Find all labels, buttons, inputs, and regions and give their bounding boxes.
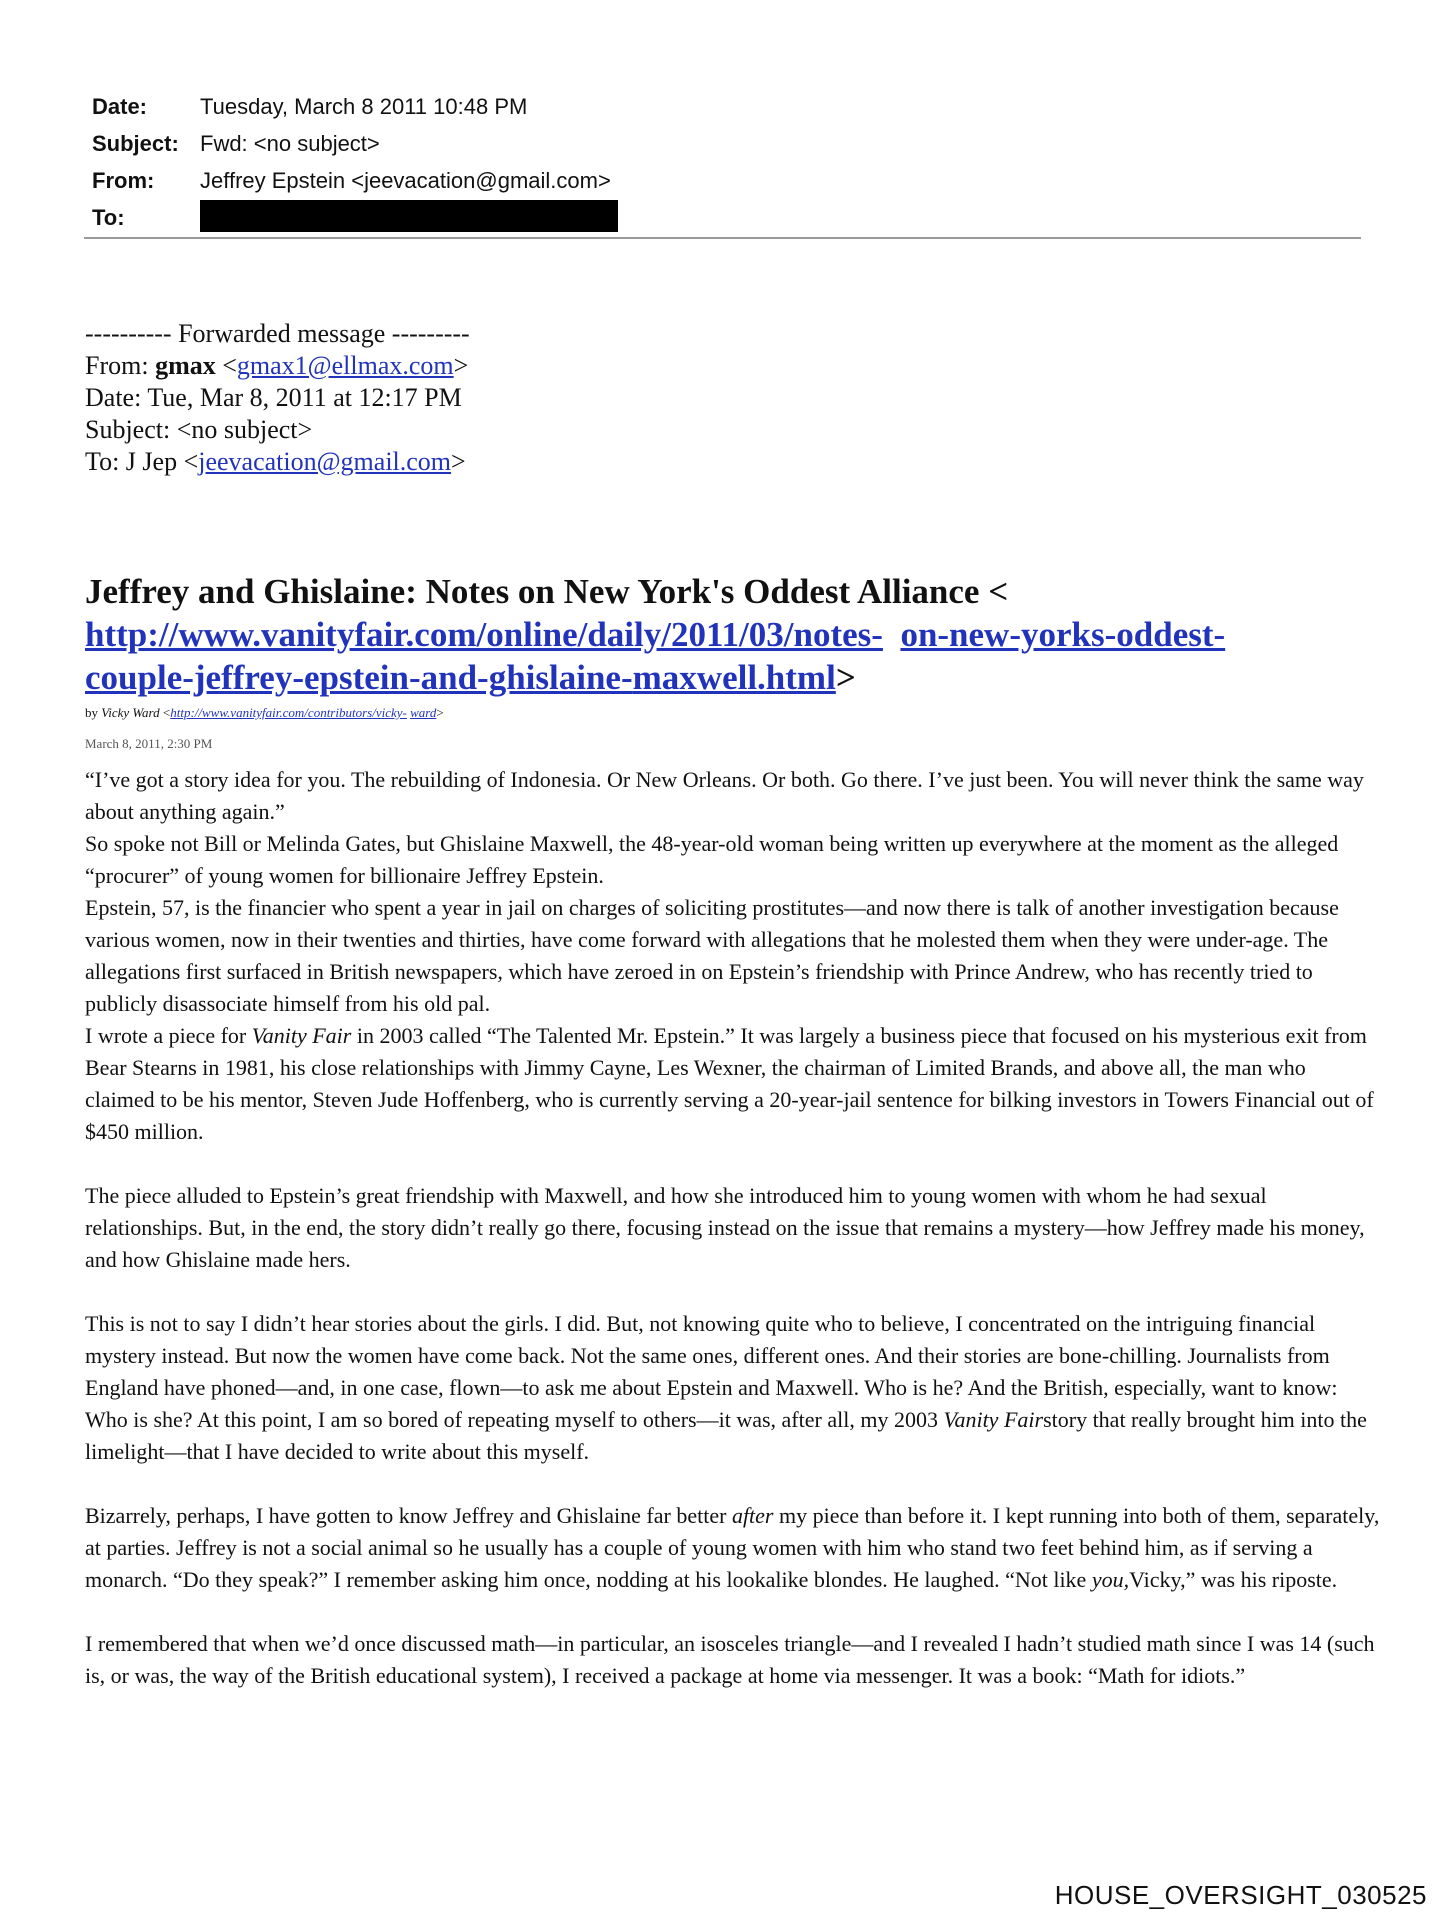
paragraph-2: So spoke not Bill or Melinda Gates, but Ghislaine Maxwell, the 48-year-old woman being written up everywhere at the moment as the alleged “procurer” of young women for billionaire Jeffrey Epstein. [85,831,1339,888]
paragraph-5: The piece alluded to Epstein’s great friendship with Maxwell, and how she introduced him to young women with whom he had sexual relationships. But, in the end, the story didn’t really go there, focusing instead on the issue that remains a mystery—how Jeffrey made his money, and how Ghislaine made hers. [85,1183,1365,1272]
email-header [92,88,618,236]
byline: by Vicky Ward <http://www.vanityfair.com/contributors/vicky- ward> [85,705,444,720]
from-row [92,162,618,199]
forwarded-to: To: J Jep <jeevacation@gmail.com> [85,447,466,476]
from-label: From: [92,167,155,193]
article-dateline: March 8, 2011, 2:30 PM [85,736,213,751]
forwarded-from-name: gmax [155,351,216,380]
paragraph-1: “I’ve got a story idea for you. The rebuilding of Indonesia. Or New Orleans. Or both. Go there. I’ve just been. You will never think the same way about anything again.” [85,767,1364,824]
subject-value: Fwd: <no subject> [200,130,380,156]
article-body [85,764,1380,1692]
paragraph-4: I wrote a piece for Vanity Fair in 2003 called “The Talented Mr. Epstein.” It was largely a business piece that focused on his mysterious exit from Bear Stearns in 1981, his close relationships with Jimmy Cayne, Les Wexner, the chairman of Limited Brands, and above all, the man who claimed to be his mentor, Steven Jude Hoffenberg, who is currently serving a 20-year-jail sentence for bilking investors in Towers Financial out of $450 million. [85,1023,1374,1144]
author-url-link-2[interactable]: ward [410,705,437,720]
article-url-link-4[interactable]: maxwell.html [632,658,836,697]
to-label: To: [92,204,125,230]
article-url-link-1[interactable]: http://www.vanityfair.com/online/daily/2011/03/notes- [85,615,883,654]
from-value: Jeffrey Epstein <jeevacation@gmail.com> [200,167,611,193]
forwarded-from: From: gmax <gmax1@ellmax.com> [85,351,469,380]
subject-row [92,125,618,162]
date-label: Date: [92,93,148,119]
forwarded-separator: ---------- Forwarded message --------- [85,319,470,348]
paragraph-8: I remembered that when we’d once discussed math—in particular, an isosceles triangle—and I revealed I hadn’t studied math since I was 14 (such is, or was, the way of the British educational system), I received a package at home via messenger. It was a book: “Math for idiots.” [85,1631,1375,1688]
forwarded-to-email-link[interactable]: jeevacation@gmail.com [198,447,452,476]
article-title-text: Jeffrey and Ghislaine: Notes on New York's Oddest Alliance < [85,572,1009,611]
paragraph-7: Bizarrely, perhaps, I have gotten to know Jeffrey and Ghislaine far better after my piece than before it. I kept running into both of them, separately, at parties. Jeffrey is not a social animal so he usually has a couple of young women with him who stand two feet behind him, as if serving a monarch. “Do they speak?” I remember asking him once, nodding at his lookalike blondes. He laughed. “Not like you,Vicky,” was his riposte. [85,1503,1380,1592]
article-title: Jeffrey and Ghislaine: Notes on New York's Oddest Alliance < http://www.vanityfair.com/online/daily/2011/03/notes- on-new-yorks-oddest- couple-jeffrey-epstein-and-ghislaine-maxwell.html> [85,572,1226,697]
author-url-link-1[interactable]: http://www.vanityfair.com/contributors/vicky- [170,705,407,720]
redaction-bar [200,200,618,232]
date-value: Tuesday, March 8 2011 10:48 PM [200,93,528,119]
article-url-link-3[interactable]: couple-jeffrey-epstein-and-ghislaine- [85,658,633,697]
subject-label: Subject: [92,130,179,156]
author-name: Vicky Ward [101,705,160,720]
paragraph-3: Epstein, 57, is the financier who spent a year in jail on charges of soliciting prostitutes—and now there is talk of another investigation because various women, now in their twenties and thirties, have come forward with allegations that he molested them when they were under-age. The allegations first surfaced in British newspapers, which have zeroed in on Epstein’s friendship with Prince Andrew, who has recently tried to publicly disassociate himself from his old pal. [85,895,1339,1016]
forwarded-subject: Subject: <no subject> [85,415,313,444]
forwarded-from-email-link[interactable]: gmax1@ellmax.com [236,351,454,380]
paragraph-6: This is not to say I didn’t hear stories about the girls. I did. But, not knowing quite who to believe, I concentrated on the intriguing financial mystery instead. But now the women have come back. Not the same ones, different ones. And their stories are bone-chilling. Journalists from England have phoned—and, in one case, flown—to ask me about Epstein and Maxwell. Who is he? And the British, especially, want to know: Who is she? At this point, I am so bored of repeating myself to others—it was, after all, my 2003 Vanity Fairstory that really brought him into the limelight—that I have decided to write about this myself. [85,1311,1367,1464]
to-row [92,199,618,236]
forwarded-block [85,318,470,478]
header-divider [84,237,1361,239]
date-row [92,88,618,125]
bates-number: HOUSE_OVERSIGHT_030525 [1054,1880,1427,1910]
article-url-link-2[interactable]: on-new-yorks-oddest- [900,615,1226,654]
forwarded-date: Date: Tue, Mar 8, 2011 at 12:17 PM [85,383,462,412]
